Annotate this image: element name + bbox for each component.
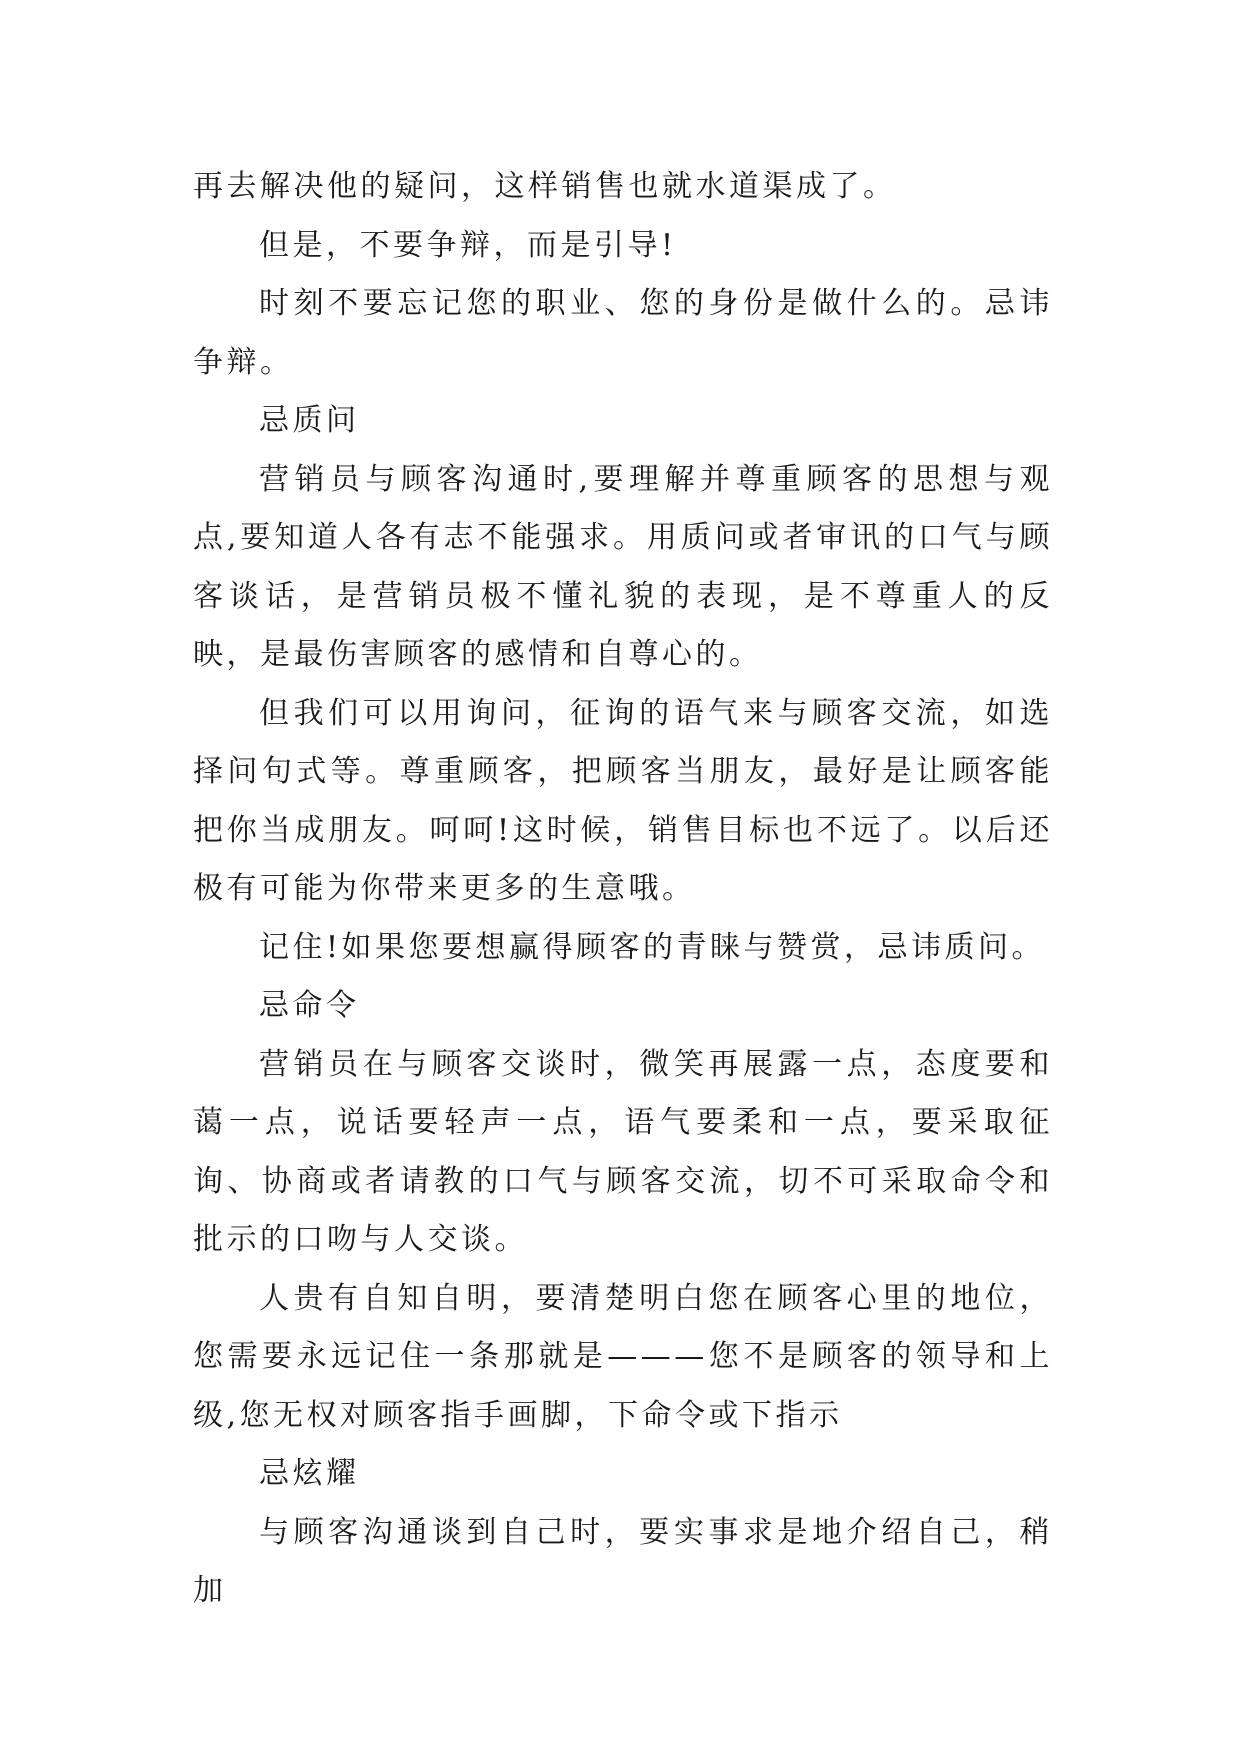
document-page: [193, 158, 1053, 1621]
heading-avoid-commanding: 忌命令: [259, 988, 360, 1023]
paragraph-commanding-body: 营销员在与顾客交谈时，微笑再展露一点，态度要和蔼一点，说话要轻声一点，语气要柔和一点，要采取征询、协商或者请教的口气与顾客交流，切不可采取命令和批示的口吻与人交谈。: [193, 1046, 1053, 1257]
paragraph-guide-not-argue: 但是，不要争辩，而是引导!: [259, 227, 677, 263]
paragraph-questioning-body: 营销员与顾客沟通时,要理解并尊重顾客的思想与观点,要知道人各有志不能强求。用质问或者审讯的口气与顾客谈话，是营销员极不懂礼貌的表现，是不尊重人的反映，是最伤害顾客的感情和自尊心的。: [193, 461, 1053, 672]
paragraph-inquiry-tone: 但我们可以用询问，征询的语气来与顾客交流，如选择问句式等。尊重顾客，把顾客当朋友，最好是让顾客能把你当成朋友。呵呵!这时候，销售目标也不远了。以后还极有可能为你带来更多的生意哦。: [193, 695, 1053, 906]
paragraph-remember: 记住!如果您要想赢得顾客的青睐与赞赏，忌讳质问。: [259, 929, 1046, 965]
paragraph-avoid-argue: 时刻不要忘记您的职业、您的身份是做什么的。忌讳争辩。: [193, 286, 1053, 380]
paragraph-showing-off-body: 与顾客沟通谈到自己时，要实事求是地介绍自己，稍加: [193, 1514, 1053, 1608]
heading-avoid-questioning: 忌质问: [259, 403, 360, 438]
paragraph-self-awareness: 人贵有自知自明，要清楚明白您在顾客心里的地位，您需要永远记住一条那就是———您不是顾客的领导和上级,您无权对顾客指手画脚，下命令或下指示: [193, 1280, 1053, 1433]
heading-avoid-showing-off: 忌炫耀: [259, 1456, 360, 1491]
paragraph-continuation: 再去解决他的疑问，这样销售也就水道渠成了。: [193, 169, 897, 204]
